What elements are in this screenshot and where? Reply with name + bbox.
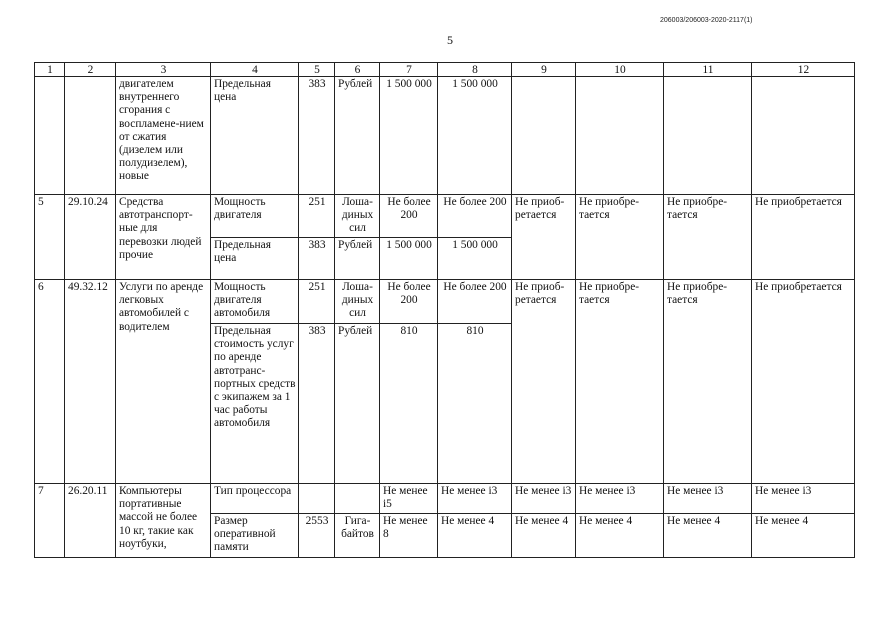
value-cell: 1 500 000 (438, 77, 512, 195)
table-row (35, 77, 855, 195)
okei-code-cell: 383 (299, 324, 335, 484)
unit-cell: Рублей (335, 238, 380, 280)
value-cell: Не приоб-ретается (512, 280, 576, 484)
row-number-cell (35, 77, 65, 195)
characteristic-cell: Мощность двигателя автомобиля (211, 280, 299, 324)
column-header: 7 (380, 63, 438, 77)
okei-code-cell: 383 (299, 77, 335, 195)
value-cell: Не менее i3 (752, 484, 855, 514)
column-header: 10 (576, 63, 664, 77)
value-cell: Не менее i3 (664, 484, 752, 514)
value-cell: 1 500 000 (438, 238, 512, 280)
value-cell: Не менее 4 (664, 514, 752, 558)
okpd-code-cell (65, 77, 116, 195)
characteristic-cell: Предельная цена (211, 238, 299, 280)
value-cell: Не менее 8 (380, 514, 438, 558)
okei-code-cell: 251 (299, 195, 335, 238)
table-row (35, 195, 855, 238)
value-cell: Не более 200 (380, 280, 438, 324)
value-cell: Не приобре-тается (576, 195, 664, 280)
column-header: 9 (512, 63, 576, 77)
value-cell: Не менее 4 (576, 514, 664, 558)
characteristic-cell: Мощность двигателя (211, 195, 299, 238)
okpd-code-cell: 49.32.12 (65, 280, 116, 484)
value-cell: Не менее i3 (512, 484, 576, 514)
specification-table (34, 62, 855, 558)
column-header: 8 (438, 63, 512, 77)
okei-code-cell (299, 484, 335, 514)
value-cell: Не более 200 (438, 195, 512, 238)
item-name-cell: Компьютеры портативные массой не более 10 кг, такие как ноутбуки, (116, 484, 211, 558)
value-cell: 1 500 000 (380, 77, 438, 195)
value-cell: Не приобре-тается (664, 280, 752, 484)
characteristic-cell: Предельная цена (211, 77, 299, 195)
value-cell: 1 500 000 (380, 238, 438, 280)
unit-cell: Лоша-диных сил (335, 195, 380, 238)
value-cell: Не приобретается (752, 280, 855, 484)
characteristic-cell: Предельная стоимость услуг по аренде автотранс-портных средств с экипажем за 1 час работы автомобиля (211, 324, 299, 484)
characteristic-cell: Размер оперативной памяти (211, 514, 299, 558)
value-cell: Не более 200 (438, 280, 512, 324)
empty-cell (752, 77, 855, 195)
okei-code-cell: 383 (299, 238, 335, 280)
okei-code-cell: 251 (299, 280, 335, 324)
value-cell: Не приобре-тается (664, 195, 752, 280)
column-header: 12 (752, 63, 855, 77)
item-name-cell: Услуги по аренде легковых автомобилей с водителем (116, 280, 211, 484)
value-cell: 810 (438, 324, 512, 484)
value-cell: Не менее 4 (438, 514, 512, 558)
value-cell: Не приоб-ретается (512, 195, 576, 280)
item-name-cell: Средства автотранспорт-ные для перевозки людей прочие (116, 195, 211, 280)
value-cell: Не приобретается (752, 195, 855, 280)
characteristic-cell: Тип процессора (211, 484, 299, 514)
unit-cell (335, 484, 380, 514)
okei-code-cell: 2553 (299, 514, 335, 558)
value-cell: Не более 200 (380, 195, 438, 238)
empty-cell (576, 77, 664, 195)
okpd-code-cell: 29.10.24 (65, 195, 116, 280)
value-cell: Не менее 4 (512, 514, 576, 558)
value-cell: 810 (380, 324, 438, 484)
unit-cell: Гига-байтов (335, 514, 380, 558)
document-id: 206003/206003-2020-2117(1) (660, 17, 753, 24)
value-cell: Не менее i5 (380, 484, 438, 514)
value-cell: Не менее 4 (752, 514, 855, 558)
value-cell: Не менее i3 (576, 484, 664, 514)
column-header: 1 (35, 63, 65, 77)
column-header: 5 (299, 63, 335, 77)
okpd-code-cell: 26.20.11 (65, 484, 116, 558)
column-header: 4 (211, 63, 299, 77)
page-number: 5 (447, 33, 453, 47)
column-header: 11 (664, 63, 752, 77)
unit-cell: Лоша-диных сил (335, 280, 380, 324)
row-number-cell: 5 (35, 195, 65, 280)
row-number-cell: 7 (35, 484, 65, 558)
unit-cell: Рублей (335, 324, 380, 484)
value-cell: Не менее i3 (438, 484, 512, 514)
row-number-cell: 6 (35, 280, 65, 484)
column-header: 6 (335, 63, 380, 77)
value-cell: Не приобре-тается (576, 280, 664, 484)
column-header: 2 (65, 63, 116, 77)
empty-cell (664, 77, 752, 195)
unit-cell: Рублей (335, 77, 380, 195)
empty-cell (512, 77, 576, 195)
table-header-row (35, 63, 855, 77)
table-row (35, 484, 855, 514)
table-row (35, 280, 855, 324)
item-name-cell: двигателем внутреннего сгорания с воспламене-нием от сжатия (дизелем или полудизелем), новые (116, 77, 211, 195)
column-header: 3 (116, 63, 211, 77)
